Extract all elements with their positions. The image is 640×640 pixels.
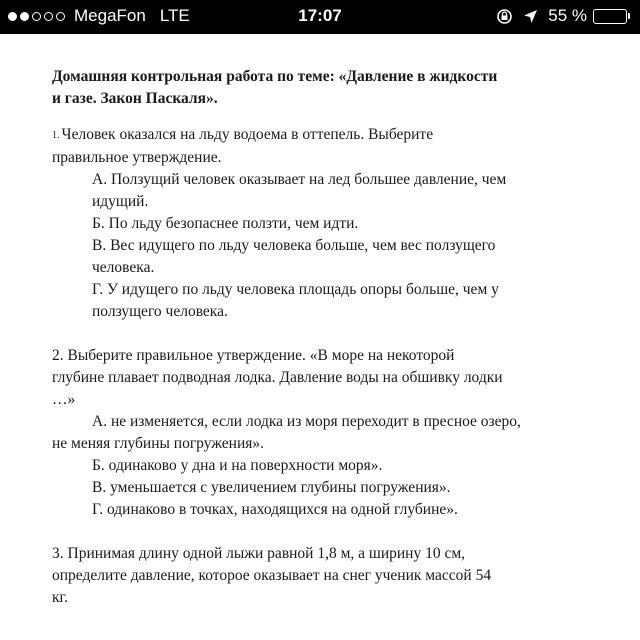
- rotation-lock-icon: [496, 8, 513, 25]
- answer-option: В. Вес идущего по льду человека больше, чем вес ползущего человека.: [92, 237, 496, 276]
- question-1: 1. Человек оказался на льду водоема в оттепель. Выберите правильное утверждение. А. Ползущий человек оказывает на лед большее давление, чем идущий. Б. По льду безопаснее ползти, чем идти. В. Вес идущего по льду человека больше, чем вес ползущего человека. Г. У идущего по льду человека площадь опоры больше, чем у ползущего человека.: [52, 124, 622, 323]
- answer-option: Б. одинаково у дна и на поверхности моря».: [92, 457, 383, 474]
- answer-option: А. не изменяется, если лодка из моря переходит в пресное озеро, не меняя глубины погружения».: [52, 413, 521, 452]
- carrier-name: MegaFon: [74, 6, 146, 25]
- answer-option: Г. одинаково в точках, находящихся на одной глубине».: [92, 501, 458, 518]
- cropped-text-line: [52, 632, 592, 640]
- question-2: 2. Выберите правильное утверждение. «В море на некоторой глубине плавает подводная лодка. Давление воды на обшивку лодки …» А. не изменяется, если лодка из моря переходит в пресное озеро, не меняя глубины погружения». Б. одинаково у дна и на поверхности моря». В. уменьшается с увеличением глубины погружения». Г. одинаково в точках, находящихся на одной глубине».: [52, 345, 622, 521]
- document-title: Домашняя контрольная работа по теме: «Давление в жидкости и газе. Закон Паскаля».: [52, 68, 498, 107]
- location-arrow-icon: [523, 9, 538, 24]
- document-page: [52, 66, 622, 609]
- answer-option: А. Ползущий человек оказывает на лед большее давление, чем идущий.: [92, 171, 507, 210]
- question-3: 3. Принимая длину одной лыжи равной 1,8 м, а ширину 10 см, определите давление, которое оказывает на снег ученик массой 54 кг.: [52, 545, 492, 606]
- question-number: 1.: [52, 130, 60, 141]
- battery-percent: 55 %: [548, 6, 587, 25]
- answer-option: Б. По льду безопаснее ползти, чем идти.: [92, 215, 359, 232]
- answer-option: В. уменьшается с увеличением глубины погружения».: [92, 479, 451, 496]
- battery-icon: [593, 9, 630, 24]
- network-type: LTE: [159, 6, 190, 25]
- status-bar: [0, 0, 640, 34]
- status-time: 17:07: [298, 6, 342, 25]
- answer-option: Г. У идущего по льду человека площадь опоры больше, чем у ползущего человека.: [92, 281, 499, 320]
- status-right: [496, 6, 630, 26]
